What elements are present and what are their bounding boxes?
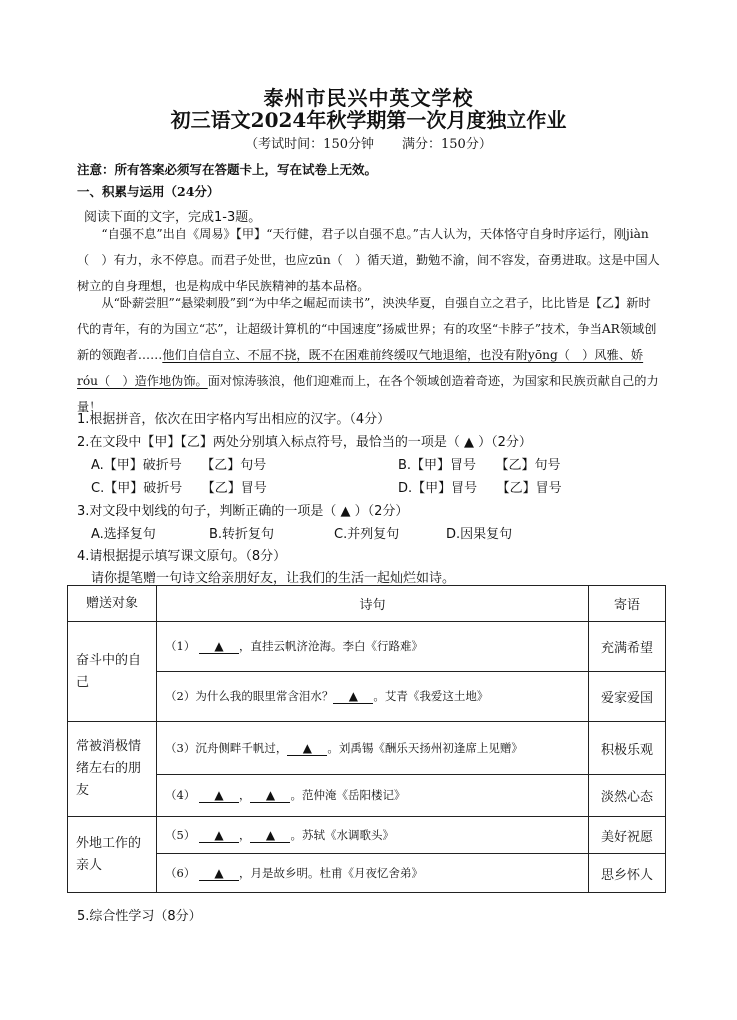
verse-cell [157, 775, 589, 817]
exam-info [0, 133, 737, 152]
table-row [68, 622, 666, 672]
verse-text: （2）为什么我的眼里常含泪水？ [165, 689, 334, 703]
answer-blank[interactable]: ▲ [199, 639, 239, 654]
target-cell: 奋斗中的自己 [68, 622, 157, 722]
school-name: 泰州市民兴中英文学校 [263, 86, 474, 110]
target-cell: 常被消极情绪左右的朋友 [68, 722, 157, 817]
option-a: A.选择复句 [91, 527, 156, 542]
verse-text: ，月是故乡明。杜甫《月夜忆舍弟》 [238, 865, 423, 880]
target-cell: 外地工作的亲人 [68, 817, 157, 893]
column-header: 诗句 [157, 586, 589, 622]
question-3: 3.对文段中划线的句子，判断正确的一项是（ ▲ ）（2分） [77, 504, 409, 519]
verse-cell [157, 817, 589, 854]
reading-intro: 阅读下面的文字，完成1-3题。 [84, 210, 262, 225]
question-4-intro: 请你提笔赠一句诗文给亲朋好友，让我们的生活一起灿烂如诗。 [91, 571, 456, 586]
verse-cell [157, 854, 589, 893]
verse-text: 。艾青《我爱这土地》 [373, 689, 489, 703]
notice: 注意：所有答案必须写在答题卡上，写在试卷上无效。 [77, 162, 378, 177]
option-d: D.【甲】冒号 【乙】冒号 [398, 481, 562, 496]
score-info: 满分：150分） [402, 137, 492, 152]
verse-text: ，直挂云帆济沧海。李白《行路难》 [238, 639, 423, 653]
verse-text: （6） [165, 865, 196, 880]
wish-cell: 爱家爱国 [589, 672, 666, 722]
option-d: D.因果复句 [446, 527, 513, 542]
option-c: C.【甲】破折号 【乙】冒号 [91, 481, 267, 496]
answer-blank[interactable]: ▲ [250, 788, 290, 803]
wish-cell: 美好祝愿 [589, 817, 666, 854]
option-a: A.【甲】破折号 【乙】句号 [91, 458, 267, 473]
section-heading: 一、积累与运用（24分） [77, 184, 220, 199]
passage-paragraph-2 [77, 290, 662, 420]
passage-paragraph-1: “自强不息”出自《周易》【甲】“天行健，君子以自强不息。”古人认为，天体恪守自身时序运行，刚jiàn（ ）有力，永不停息。而君子处世，也应zūn（ ）循天道，勤勉不渝，间不容发，奋勇进取。这是中国人树立的自身理想，也是构成中华民族精神的基本品格。 [77, 227, 660, 293]
verse-text: （1） [165, 639, 196, 653]
wish-cell: 淡然心态 [589, 775, 666, 817]
question-2: 2.在文段中【甲】【乙】两处分别填入标点符号，最恰当的一项是（ ▲ ）（2分） [77, 435, 532, 450]
column-header: 寄语 [589, 586, 666, 622]
question-5: 5.综合性学习（8分） [77, 909, 202, 924]
table-row [68, 854, 666, 893]
verse-text: （3）沉舟侧畔千帆过， [165, 740, 288, 755]
column-header: 赠送对象 [68, 586, 157, 622]
verse-text: （4） [165, 788, 196, 802]
verse-cell [157, 722, 589, 775]
table-row [68, 722, 666, 775]
verse-text: ， [238, 827, 251, 842]
table-row [68, 775, 666, 817]
verse-text: 。苏轼《水调歌头》 [290, 827, 394, 842]
passage-text: 从“卧薪尝胆”“悬梁刺股”到“为中华之崛起而读书”，泱泱华夏，自强自立之君子，比比皆是【乙】新时代的青年，有的为国立“芯”，让超级计算机的“中国速度”扬威世界；有的攻坚“卡脖子”技术，争当AR领域创新的领跑者…… [77, 296, 657, 362]
verse-text: ， [238, 788, 251, 802]
verse-cell [157, 622, 589, 672]
option-b: B.【甲】冒号 【乙】句号 [398, 458, 561, 473]
table-header-row [68, 586, 666, 622]
wish-cell: 充满希望 [589, 622, 666, 672]
answer-blank[interactable]: ▲ [287, 741, 327, 756]
answer-blank[interactable]: ▲ [250, 828, 290, 843]
time-info: （考试时间：150分钟 [245, 137, 374, 152]
wish-cell: 思乡怀人 [589, 854, 666, 893]
answer-blank[interactable]: ▲ [199, 788, 239, 803]
question-4: 4.请根据提示填写课文原句。（8分） [77, 549, 287, 564]
underlined-sentence: 他们自信自立、不屈不挠，既不在困难前终缓叹气地退缩，也没有附yōng（ ）风雅、娇róu（ ）造作地伪饰。 [77, 348, 644, 388]
wish-cell: 积极乐观 [589, 722, 666, 775]
passage-text: 面对惊涛骇浪，他们迎难而上，在各个领域创造着奇迹，为国家和民族贡献自己的力量！ [77, 374, 659, 414]
verse-text: 。刘禹锡《酬乐天扬州初逢席上见赠》 [327, 740, 523, 755]
option-b: B.转折复句 [209, 527, 275, 542]
poem-table [67, 585, 666, 893]
table-row [68, 817, 666, 854]
exam-title: 初三语文2024年秋学期第一次月度独立作业 [170, 108, 567, 132]
verse-cell [157, 672, 589, 722]
answer-blank[interactable]: ▲ [199, 828, 239, 843]
table-row [68, 672, 666, 722]
question-1: 1.根据拼音，依次在田字格内写出相应的汉字。（4分） [77, 412, 391, 427]
verse-text: 。范仲淹《岳阳楼记》 [290, 788, 406, 802]
verse-text: （5） [165, 827, 196, 842]
option-c: C.并列复句 [334, 527, 400, 542]
answer-blank[interactable]: ▲ [333, 689, 373, 704]
answer-blank[interactable]: ▲ [199, 866, 239, 881]
